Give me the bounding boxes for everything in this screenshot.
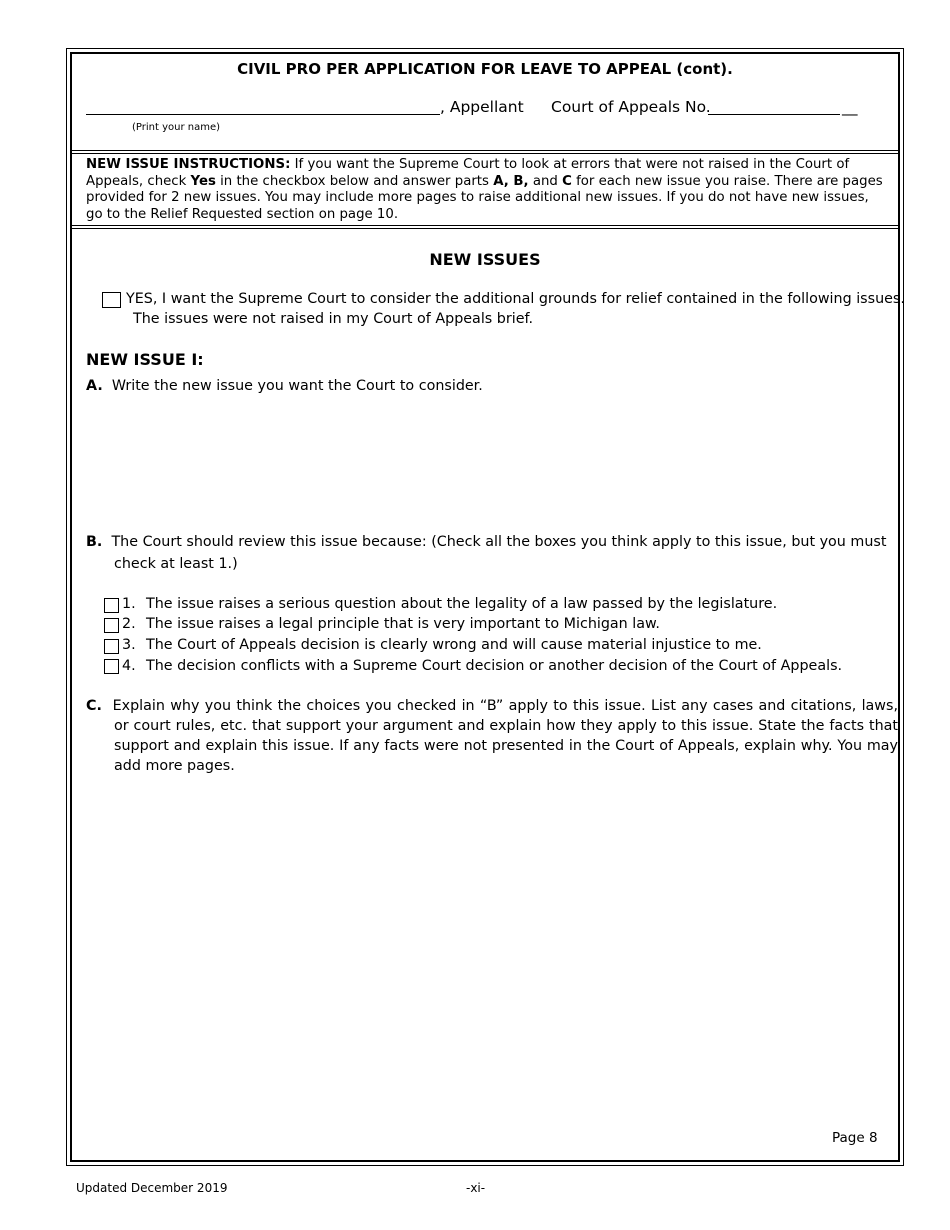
footer-roman-page: -xi- (466, 1181, 486, 1195)
court-no-trailing: __ (842, 98, 858, 116)
part-c (86, 696, 898, 776)
instructions-text-2: in the checkbox below and answer parts (215, 173, 494, 189)
part-c-label: C. (86, 698, 102, 714)
part-a-text: Write the new issue you want the Court to consider. (111, 378, 483, 394)
divider-top (70, 150, 900, 154)
yes-new-issues-checkbox[interactable] (102, 292, 121, 308)
part-a-label: A. (86, 378, 103, 394)
new-issue-heading: NEW ISSUE I: (86, 350, 204, 369)
part-a (86, 378, 483, 394)
reason-text-2: The issue raises a legal principle that is very important to Michigan law. (146, 616, 660, 632)
reason-checkbox-2[interactable] (104, 618, 119, 633)
reason-text-1: The issue raises a serious question about the legality of a law passed by the legislature. (146, 596, 778, 612)
reason-checkbox-1[interactable] (104, 598, 119, 613)
instructions-parts-ab: A, B, (493, 173, 529, 189)
instructions-text-4: for each new issue you raise. There are pages provided for 2 new issues. You may include more pages to raise additional new issues. If you do not have new issues, go to the Relief Requested section on page 10. (86, 173, 883, 222)
reason-num-2: 2. (122, 616, 136, 632)
instructions-text-1: If you want the Supreme Court to look at errors that were not raised in the Court of Appeals, check (86, 157, 850, 189)
part-a-answer-area[interactable] (86, 402, 872, 522)
footer-updated: Updated December 2019 (76, 1181, 228, 1195)
divider-instructions (70, 225, 900, 229)
page-number: Page 8 (832, 1130, 878, 1146)
instructions-text-3: and (528, 173, 563, 189)
reason-num-3: 3. (122, 637, 136, 653)
new-issues-title: NEW ISSUES (429, 250, 541, 269)
yes-new-issues-line1: YES, I want the Supreme Court to consider the additional grounds for relief contained in the following issues. (126, 291, 905, 307)
reason-num-1: 1. (122, 596, 136, 612)
print-name-hint: (Print your name) (132, 122, 221, 133)
instructions-label: NEW ISSUE INSTRUCTIONS: (86, 157, 291, 172)
yes-new-issues-line2: The issues were not raised in my Court of Appeals brief. (133, 311, 534, 327)
part-b-text: The Court should review this issue because: (Check all the boxes you think apply to this issue, but you must check at least 1.) (111, 534, 887, 572)
form-title: CIVIL PRO PER APPLICATION FOR LEAVE TO APPEAL (cont). (237, 60, 733, 78)
part-c-text: Explain why you think the choices you checked in “B” apply to this issue. List any cases and citations, laws, or court rules, etc. that support your argument and explain how they apply to this issue. State the facts that support and explain this issue. If any facts were not presented in the Court of Appeals, explain why. You may add more pages. (112, 698, 898, 774)
court-no-field[interactable] (708, 114, 840, 115)
reason-checkbox-3[interactable] (104, 639, 119, 654)
reason-text-4: The decision conflicts with a Supreme Court decision or another decision of the Court of Appeals. (146, 658, 843, 674)
reason-num-4: 4. (122, 658, 136, 674)
instructions-yes: Yes (190, 173, 216, 189)
appellant-label: , Appellant (440, 98, 524, 116)
part-b-label: B. (86, 534, 103, 550)
appellant-name-field[interactable] (86, 114, 440, 115)
part-c-answer-area[interactable] (86, 785, 872, 1115)
new-issue-instructions (86, 157, 886, 223)
instructions-part-c: C (562, 173, 572, 189)
reason-text-3: The Court of Appeals decision is clearly wrong and will cause material injustice to me. (146, 637, 762, 653)
court-no-label: Court of Appeals No. (551, 98, 711, 116)
part-b (86, 531, 900, 575)
reason-checkbox-4[interactable] (104, 659, 119, 674)
